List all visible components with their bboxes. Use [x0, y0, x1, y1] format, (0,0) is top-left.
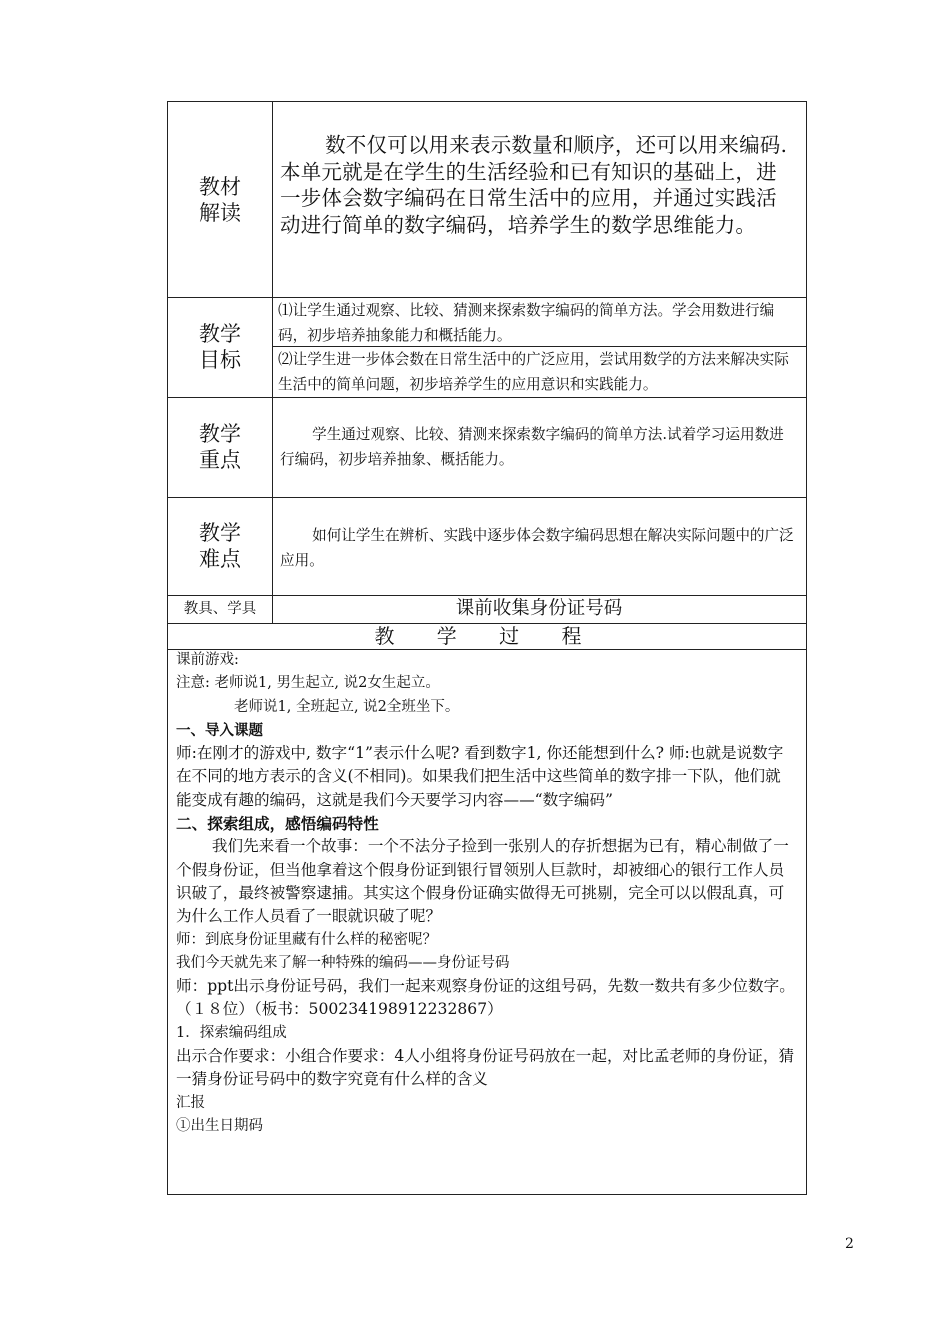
goal-1: ⑴让学生通过观察、比较、猜测来探索数字编码的简单方法。学会用数进行编码，初步培养抽象能力和概括能力。	[278, 302, 775, 344]
pre-game-title: 课前游戏:	[176, 652, 239, 668]
id-number-intro: 我们今天就先来了解一种特殊的编码——身份证号码	[176, 954, 510, 971]
difficulty-content: 如何让学生在辨析、实践中逐步体会数字编码思想在解决实际问题中的广泛应用。	[280, 527, 794, 569]
label-focus	[168, 397, 272, 497]
label-textbook	[168, 102, 272, 297]
section-heading-1: 一、导入课题	[176, 721, 263, 739]
column-divider	[272, 102, 273, 623]
label-text: 教学	[199, 422, 241, 446]
label-difficulty	[168, 497, 272, 595]
process-title: 教 学 过 程	[374, 624, 600, 648]
ppt-paragraph: 师：ppt出示身份证号码，我们一起来观察身份证的这组号码，先数一数共有多少位数字。（１８位）（板书：500234198912232867）	[176, 977, 795, 1019]
label-text: 目标	[199, 348, 241, 372]
pre-game-rule-2: 老师说1, 全班起立, 说2全班坐下。	[234, 698, 460, 715]
report-label: 汇报	[176, 1094, 205, 1111]
birth-date-code: ①出生日期码	[176, 1117, 263, 1134]
textbook-content: 数不仅可以用来表示数量和顺序，还可以用来编码.本单元就是在学生的生活经验和已有知识的基础上，进一步体会数字编码在日常生活中的应用，并通过实践活动进行简单的数字编码，培养学生的数学思维能力。	[280, 133, 788, 237]
label-text: 教学	[199, 322, 241, 346]
teacher-question: 师：到底身份证里藏有什么样的秘密呢？	[176, 931, 437, 948]
lesson-plan-table	[167, 101, 807, 1195]
subsection-heading: 1．探索编码组成	[176, 1024, 287, 1041]
story-paragraph: 我们先来看一个故事：一个不法分子捡到一张别人的存折想据为已有，精心制做了一个假身份证，但当他拿着这个假身份证到银行冒领别人巨款时，却被细心的银行工作人员识破了，最终被警察逮捕。其实这个假身份证确实做得无可挑剔，完全可以以假乱真，可为什么工作人员看了一眼就识破了呢？	[176, 837, 789, 926]
tools-content: 课前收集身份证号码	[455, 598, 623, 619]
label-text: 重点	[199, 448, 241, 472]
intro-paragraph: 师:在刚才的游戏中, 数字“1”表示什么呢? 看到数字1, 你还能想到什么? 师:也就是说数字在不同的地方表示的含义(不相同)。如果我们把生活中这些简单的数字排一下队，他们就能变成有趣的编码，这就是我们今天要学习内容——“数字编码”	[176, 744, 784, 809]
process-body	[176, 649, 796, 1138]
label-text: 解读	[199, 200, 241, 225]
label-text: 教学	[199, 521, 241, 545]
section-heading-2: 二、探索组成，感悟编码特性	[176, 814, 379, 834]
label-text: 教材	[199, 174, 241, 199]
page-number: 2	[845, 1236, 854, 1252]
label-text: 难点	[199, 547, 241, 571]
label-tools: 教具、学具	[183, 601, 257, 617]
cooperation-requirement: 出示合作要求：小组合作要求：4人小组将身份证号码放在一起，对比孟老师的身份证，猜一猜身份证号码中的数字究竟有什么样的含义	[176, 1047, 795, 1089]
focus-content: 学生通过观察、比较、猜测来探索数字编码的简单方法.试着学习运用数进行编码，初步培养抽象、概括能力。	[280, 426, 784, 468]
label-goals	[168, 297, 272, 397]
goal-2: ⑵让学生进一步体会数在日常生活中的广泛应用，尝试用数学的方法来解决实际生活中的简单问题，初步培养学生的应用意识和实践能力。	[278, 351, 789, 393]
pre-game-rule-1: 注意: 老师说1, 男生起立, 说2女生起立。	[176, 675, 440, 692]
